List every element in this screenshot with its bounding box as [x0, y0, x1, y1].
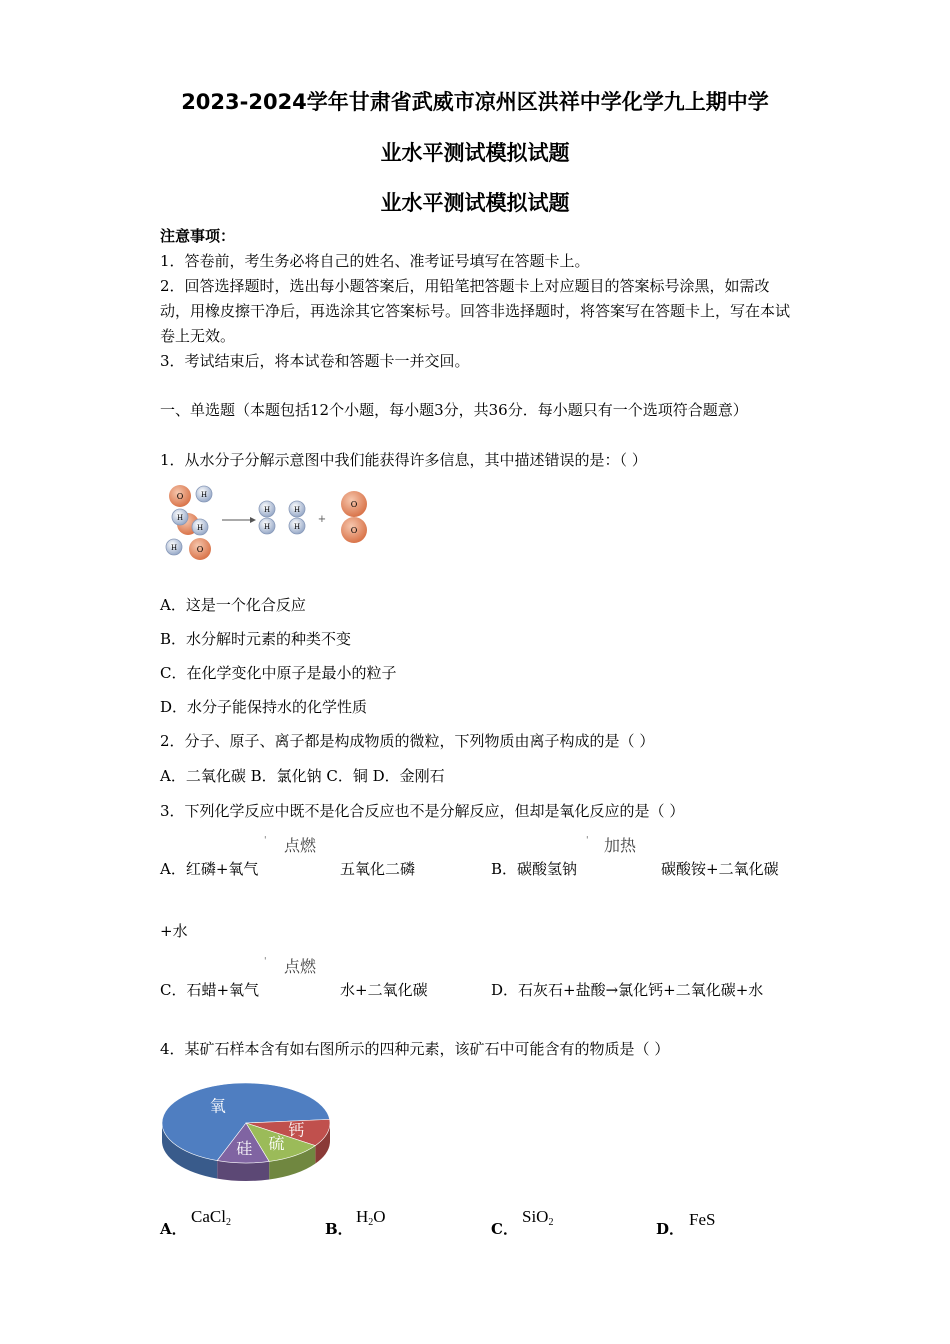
formula-main: CaCl — [191, 1207, 226, 1226]
q4-option-a-formula — [191, 1207, 231, 1228]
q3-stem: 3．下列化学反应中既不是化合反应也不是分解反应，但却是氧化反应的是（ ） — [160, 802, 685, 820]
q4-option-c-letter: C． — [491, 1220, 518, 1238]
atom-label-o: O — [350, 500, 358, 509]
q3-option-b-tail: +水 — [160, 922, 188, 940]
atom-label-h: H — [293, 523, 301, 531]
q3-c-condition: 点燃 — [284, 957, 317, 976]
water-molecule-1 — [169, 485, 212, 507]
pie-label-氧: 氧 — [209, 1096, 226, 1116]
formula-subscript: 2 — [548, 1217, 554, 1228]
atom-label-h: H — [263, 523, 271, 531]
formula-subscript: 2 — [368, 1217, 374, 1228]
q4-stem: 4．某矿石样本含有如右图所示的四种元素，该矿石中可能含有的物质是（ ） — [160, 1040, 670, 1058]
atom-label-o: O — [196, 545, 204, 554]
q1-option-c: C．在化学变化中原子是最小的粒子 — [160, 664, 397, 682]
doc-title-line2: 业水平测试模拟试题 — [380, 141, 570, 165]
notice-item-3: 3．考试结束后，将本试卷和答题卡一并交回。 — [160, 352, 470, 370]
water-molecule-3 — [166, 538, 211, 560]
notice-item-1: 1．答卷前，考生务必将自己的姓名、准考证号填写在答题卡上。 — [160, 252, 590, 270]
atom-label-h: H — [263, 506, 271, 514]
q1-stem: 1．从水分子分解示意图中我们能获得许多信息，其中描述错误的是：（ ） — [160, 451, 647, 469]
q1-option-a: A．这是一个化合反应 — [160, 596, 306, 614]
q3-option-b-label: B．碳酸氢钠 — [491, 860, 578, 878]
q3-option-b-product: 碳酸铵+二氧化碳 — [661, 860, 779, 878]
q3-a-tick: ' — [264, 836, 267, 846]
formula-subscript: 2 — [225, 1217, 231, 1228]
q4-option-b-letter: B． — [325, 1220, 353, 1238]
water-molecule-2 — [172, 509, 208, 535]
oxygen-molecule — [341, 491, 367, 543]
pie-label-钙: 钙 — [288, 1120, 305, 1140]
atom-label-h: H — [170, 544, 178, 552]
plus-sign: + — [317, 514, 327, 525]
q3-b-tick: ' — [586, 836, 589, 846]
q3-a-condition: 点燃 — [284, 836, 317, 855]
doc-title-line3: 业水平测试模拟试题 — [380, 191, 570, 215]
q2-stem: 2．分子、原子、离子都是构成物质的微粒，下列物质由离子构成的是（ ） — [160, 732, 655, 750]
q4-option-c-formula — [522, 1207, 553, 1228]
formula-main: H — [356, 1207, 369, 1226]
atom-label-h: H — [176, 514, 184, 522]
q3-option-a-label: A．红磷+氧气 — [160, 860, 259, 878]
water-decomposition-diagram — [160, 480, 380, 570]
q4-option-d-formula — [689, 1210, 715, 1231]
doc-title-line1: 2023-2024学年甘肃省武威市凉州区洪祥中学化学九上期中学 — [181, 90, 769, 114]
q1-option-d: D．水分子能保持水的化学性质 — [160, 698, 368, 716]
notice-item-2: 2．回答选择题时，选出每小题答案后，用铅笔把答题卡上对应题目的答案标号涂黑，如需改动，用橡皮擦干净后，再选涂其它答案标号。回答非选择题时，将答案写在答题卡上，写在本试卷上无效。 — [160, 277, 791, 345]
hydrogen-molecules — [259, 501, 305, 534]
atom-label-o: O — [350, 526, 358, 535]
q3-option-c-label: C．石蜡+氧气 — [160, 981, 260, 999]
q3-b-condition: 加热 — [604, 836, 637, 855]
atom-label-o: O — [176, 492, 184, 501]
reaction-arrow — [222, 517, 256, 523]
atom-label-h: H — [293, 506, 301, 514]
q4-option-b-formula — [356, 1207, 386, 1228]
atom-label-h: H — [196, 524, 204, 532]
pie-label-硫: 硫 — [268, 1134, 285, 1154]
q4-option-d-letter: D． — [656, 1220, 685, 1238]
element-pie-chart — [160, 1075, 360, 1190]
q3-option-a-product: 五氧化二磷 — [340, 860, 416, 878]
formula-main: FeS — [689, 1210, 716, 1229]
q3-c-tick: ' — [264, 957, 267, 967]
pie-side-硅 — [217, 1161, 269, 1181]
q3-option-d: D．石灰石+盐酸→氯化钙+二氧化碳+水 — [491, 981, 764, 999]
q4-option-a-letter: A． — [160, 1220, 187, 1238]
pie-label-硅: 硅 — [236, 1138, 253, 1158]
q2-options: A．二氧化碳 B．氯化钠 C．铜 D．金刚石 — [160, 767, 445, 785]
formula-tail: O — [373, 1207, 386, 1226]
notice-heading: 注意事项： — [160, 227, 236, 245]
atom-label-h: H — [200, 491, 208, 499]
q1-option-b: B．水分解时元素的种类不变 — [160, 630, 352, 648]
q3-option-c-product: 水+二氧化碳 — [340, 981, 428, 999]
formula-main: SiO — [522, 1207, 549, 1226]
section-heading: 一、单选题（本题包括12个小题，每小题3分，共36分．每小题只有一个选项符合题意） — [160, 401, 748, 419]
